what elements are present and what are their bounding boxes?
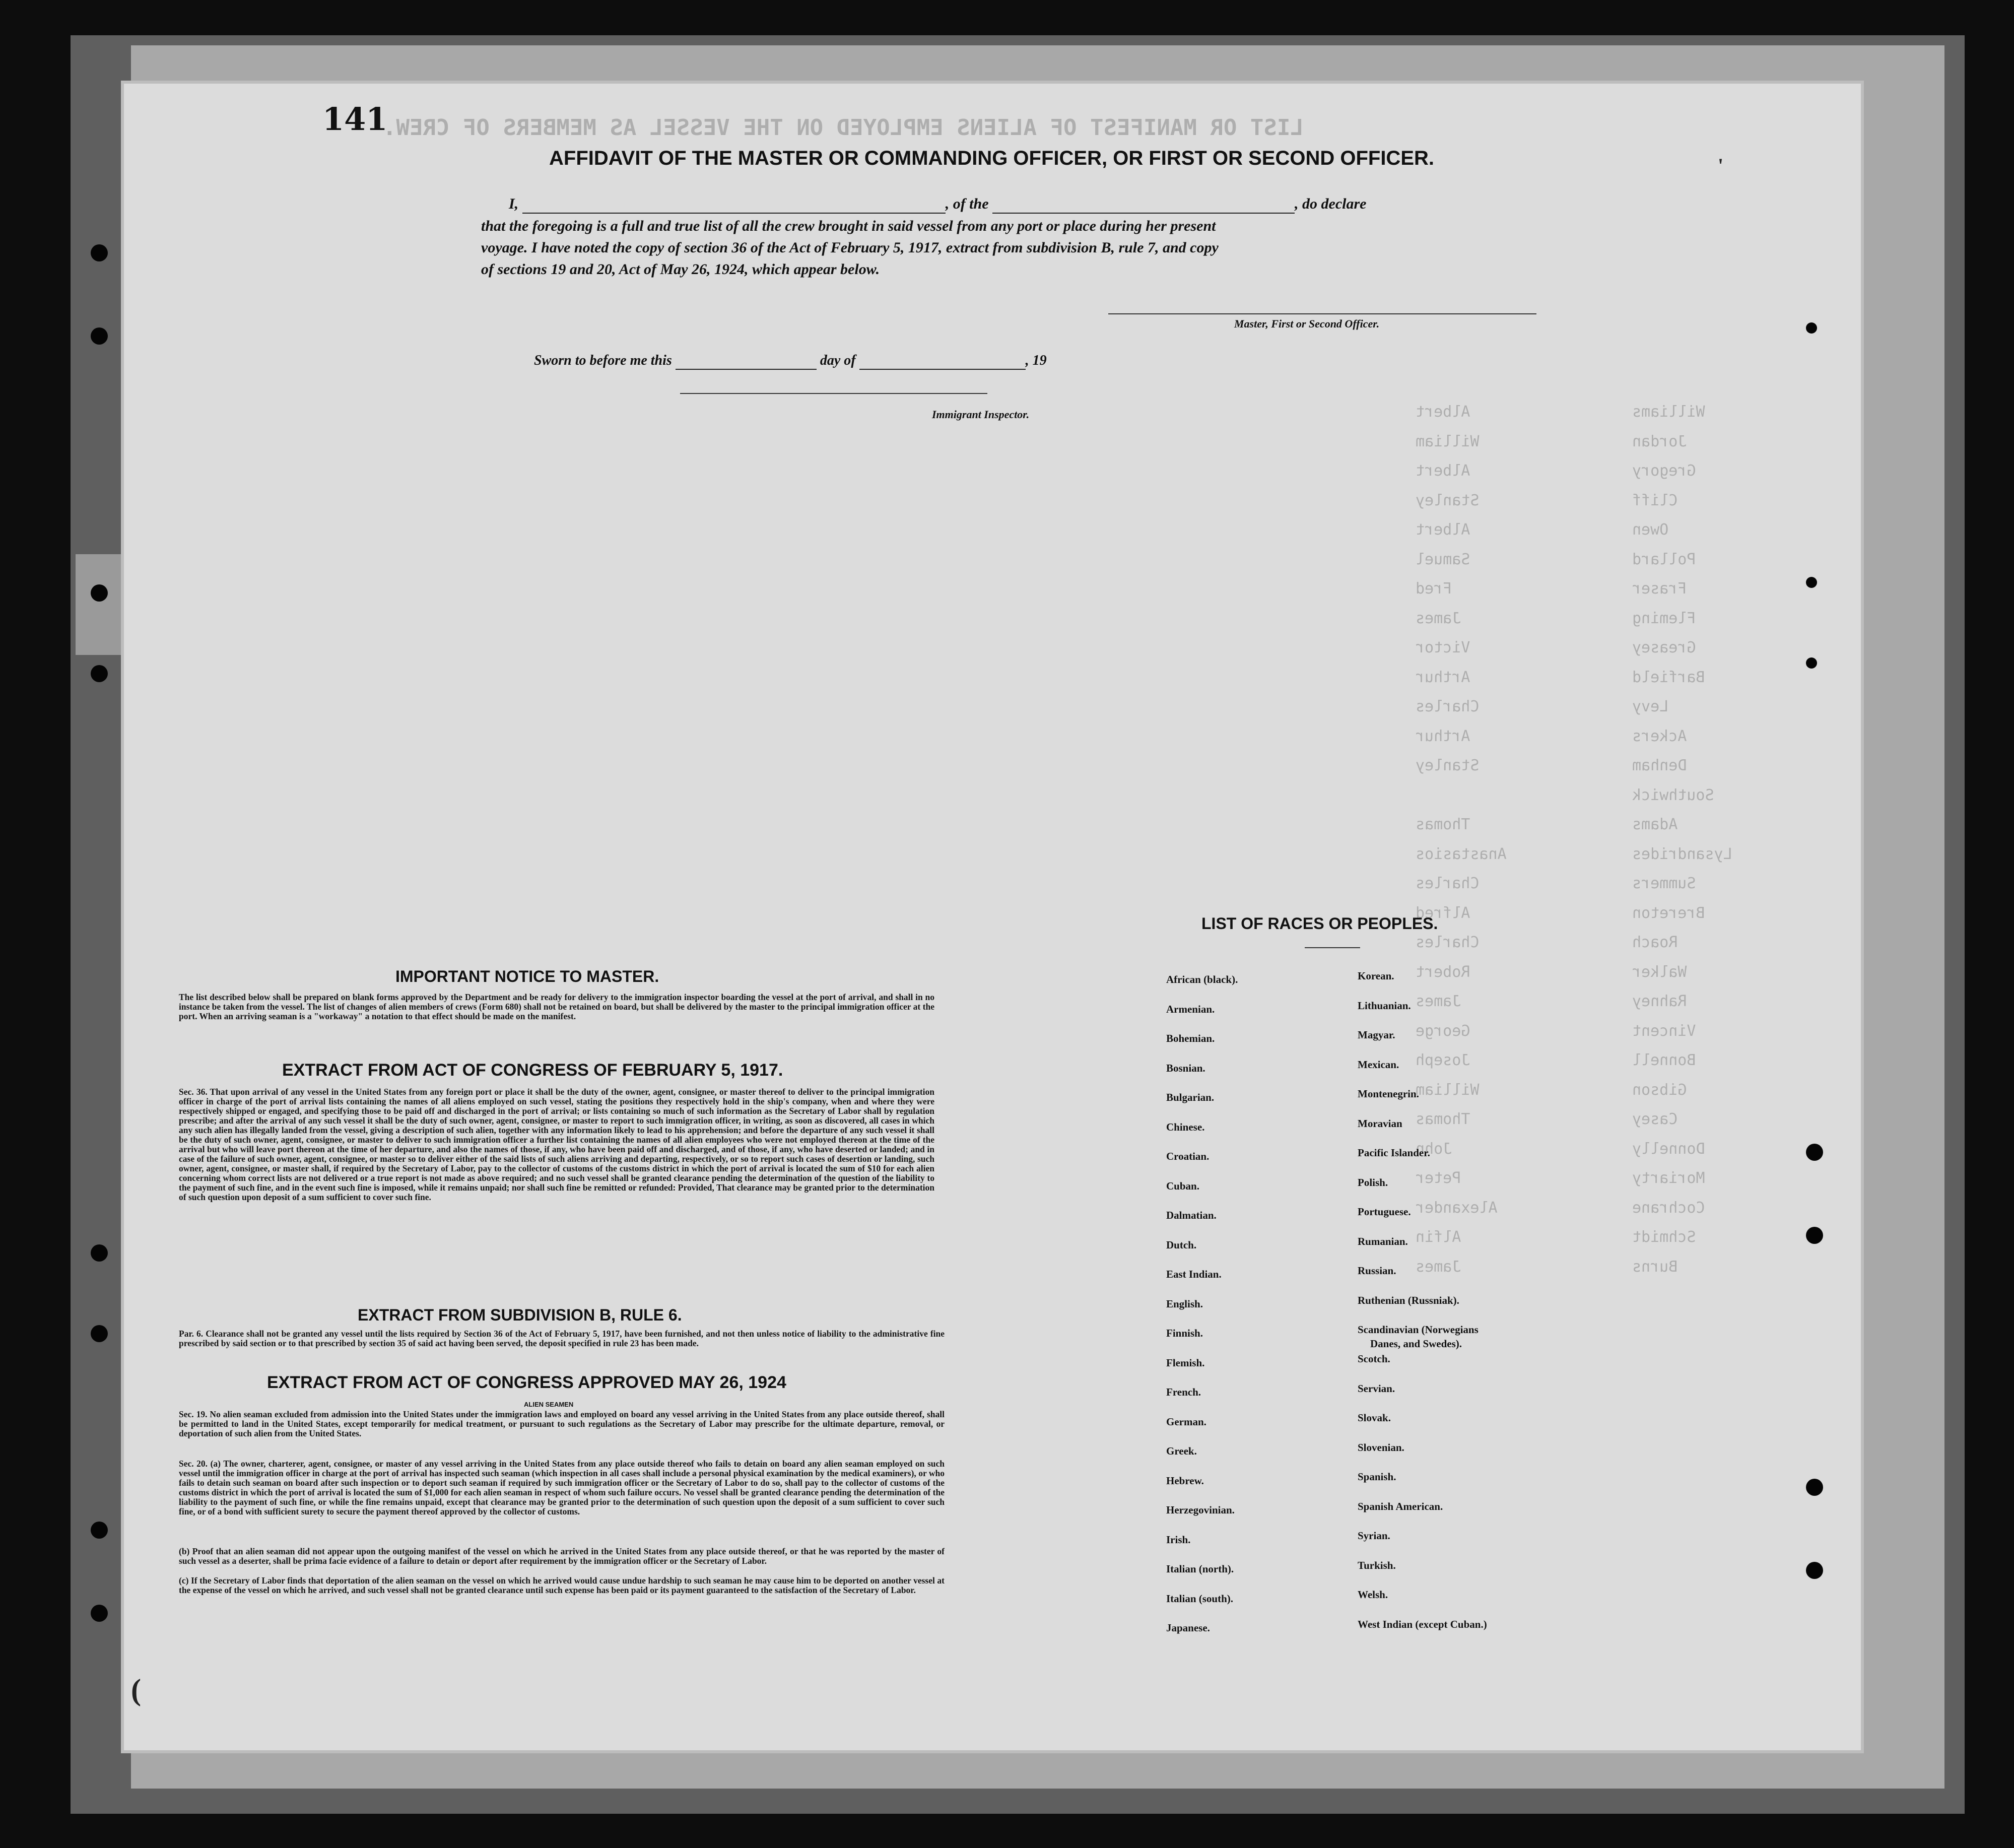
sec-20b-body: (b) Proof that an alien seaman did not appear upon the outgoing manifest of the vessel on which he arrived in the United States from any place outside thereof, or that he was reported by the master of such vessel as a deserter, shall be prima facie evidence of a failure to detain or deport after requirement by the immigration officer or the Secretary of Labor. [179,1546,945,1566]
race-item: Italian (north). [1166,1563,1234,1575]
bleed-through-surname: Levy [1632,698,1669,715]
bleed-through-surname: Brereton [1632,904,1705,922]
sec-19-body: Sec. 19. No alien seaman excluded from admission into the United States under the immigration laws and employed on board any vessel arriving in the United States from any place outside thereof, shall be permitted to land in the United States, except temporarily for medical treatment, or pursuant to such regulations as the Secretary of Labor may prescribe for the ultimate departure, removal, or deportation of such alien from the United States. [179,1409,945,1438]
extract-1917-title: EXTRACT FROM ACT OF CONGRESS OF FEBRUARY 5, 1917. [282,1061,783,1080]
bleed-through-surname: Cliff [1632,491,1678,509]
bleed-through-given-name: Charles [1416,698,1480,715]
sworn-month-blank[interactable] [859,353,1026,370]
race-item: Ruthenian (Russniak). [1358,1294,1459,1306]
master-signature-line[interactable] [1108,313,1536,314]
extract-1924-title: EXTRACT FROM ACT OF CONGRESS APPROVED MAY 26, 1924 [267,1373,786,1392]
binder-hole [91,665,108,682]
races-title: LIST OF RACES OR PEOPLES. [1201,914,1438,933]
binder-hole [1806,322,1817,334]
bleed-through-given-name: Arthur [1416,668,1470,686]
sec-20a-body: Sec. 20. (a) The owner, charterer, agent, consignee, or master of any vessel arriving in the United States from any place outside thereof who fails to detain on board any alien seaman employed on such vessel until the immigration officer in charge at the port of arrival has inspected such seaman (which inspection in all cases shall include a personal physical examination by the medical examiners), or who fails to detain such seaman on board after such inspection or to deport such seaman if required by such immigration officer or the Secretary of Labor to do so, shall pay to the collector of customs of the customs district in which the port of arrival is located the sum of $1,000 for each alien seaman in respect of whom such failure occurs. No vessel shall be granted clearance pending the determination of the liability to the payment of such fine, or while the fine remains unpaid, except that clearance may be granted prior to the determination of such question upon the deposit of a sum sufficient to cover such fine, or of a bond with sufficient surety to secure the payment thereof approved by the collector of customs. [179,1459,945,1516]
race-item: Bulgarian. [1166,1091,1215,1103]
sec-20c-body: (c) If the Secretary of Labor finds that deportation of the alien seaman on the vessel on which he arrived would cause undue hardship to such seaman he may cause him to be deported on another vessel at the expense of the vessel on which he arrived, and such vessel shall not be granted clearance until such expense has been paid or its payment guaranteed to the satisfaction of the Secretary of Labor. [179,1575,945,1595]
sworn-day-blank[interactable] [676,353,817,370]
binder-hole [1806,657,1817,669]
bleed-through-surname: Ackers [1632,727,1687,745]
race-item: Hebrew. [1166,1474,1204,1487]
inspector-label: Immigrant Inspector. [932,408,1030,421]
race-item: Finnish. [1166,1327,1203,1339]
bleed-through-surname: Adams [1632,816,1678,833]
race-item: Greek. [1166,1445,1197,1457]
binder-hole [91,584,108,602]
race-item: Slovenian. [1358,1441,1404,1454]
binder-hole [91,1244,108,1262]
bleed-through-surname: Southwick [1632,786,1714,804]
races-title-rule [1305,947,1360,948]
bleed-through-given-name: Robert [1416,963,1470,981]
race-item: West Indian (except Cuban.) [1358,1618,1487,1630]
binder-hole [1806,1227,1823,1244]
affidavit-line-1 [509,195,1366,214]
bleed-through-surname: Lysandrides [1632,845,1732,863]
race-item: Danes, and Swedes). [1370,1338,1462,1350]
race-item: French. [1166,1386,1201,1398]
race-item: Russian. [1358,1265,1396,1277]
bleed-through-given-name: Arthur [1416,727,1470,745]
master-label: Master, First or Second Officer. [1234,317,1380,330]
race-item: Magyar. [1358,1029,1395,1041]
bleed-through-surname: Fleming [1632,609,1696,627]
bleed-through-given-name: Albert [1416,462,1470,480]
bleed-through-surname: Vincent [1632,1022,1696,1040]
race-item: Korean. [1358,970,1394,982]
bleed-through-surname: Cochrane [1632,1199,1705,1217]
bleed-through-given-name: Joseph [1416,1051,1470,1069]
sworn-year-label: , 19 [1025,353,1047,368]
binder-hole [1806,1144,1823,1161]
bleed-through-given-name: William [1416,432,1480,450]
race-item: Armenian. [1166,1003,1215,1015]
declarant-name-blank[interactable] [522,195,946,214]
bleed-through-surname: Gregory [1632,462,1696,480]
bleed-through-surname: Gibson [1632,1081,1687,1099]
binder-hole [1806,577,1817,588]
binder-hole [1806,1479,1823,1496]
affidavit-line-3: voyage. I have noted the copy of section 36 of the Act of February 5, 1917, extract from subdivision B, rule 7, and copy [481,239,1219,256]
notice-body: The list described below shall be prepared on blank forms approved by the Department and be ready for delivery to the immigration inspector boarding the vessel at the port of arrival, and shall in no instance be taken from the vessel. The list of changes of alien members of crews (Form 680) shall not be retained on board, but shall be delivered by the master to the principal immigration officer at the port. When an arriving seaman is a "workaway" a notation to that effect should be made on the manifest. [179,992,934,1021]
bleed-through-given-name: Charles [1416,875,1480,892]
bleed-through-surname: Burns [1632,1258,1678,1276]
race-item: Herzegovinian. [1166,1504,1235,1516]
race-item: Spanish. [1358,1471,1396,1483]
race-item: Scandinavian (Norwegians [1358,1324,1479,1336]
vessel-name-blank[interactable] [992,195,1295,214]
extract-rule-title: EXTRACT FROM SUBDIVISION B, RULE 6. [358,1306,682,1324]
sworn-day-label: day of [820,353,856,368]
bleed-through-surname: Moriarty [1632,1169,1705,1187]
bleed-through-surname: Bonnell [1632,1051,1696,1069]
bleed-through-given-name: Anastasios [1416,845,1507,863]
race-item: Bohemian. [1166,1032,1215,1044]
binder-hole [91,327,108,345]
extract-1917-body: Sec. 36. That upon arrival of any vessel in the United States from any foreign port or place it shall be the duty of the owner, agent, consignee, or master thereof to deliver to the principal immigration officer in charge of the port of arrival lists containing the names of all aliens employed on such vessel, stating the positions they respectively hold in the ship's company, when and where they were respectively shipped or engaged, and specifying those to be paid off and discharged in the port of arrival; or lists containing so much of such information as the Secretary of Labor shall by regulation prescribe; and after the arrival of any such vessel it shall be the duty of such owner, agent, consignee, or master to report to such immigration officer, in writing, as soon as discovered, all cases in which any such alien has illegally landed from the vessel, giving a description of such alien, together with any information likely to lead to his apprehension; and before the departure of any such vessel it shall be the duty of such owner, agent, consignee, or master to deliver to such immigration officer a further list containing the names of all alien employees who were not employed thereon at the time of the arrival but who will leave port thereon at the time of her departure, and also the names of those, if any, who have been paid off and discharged, and of those, if any, who have deserted or landed; and in case of the failure of such owner, agent, consignee, or master so to deliver either of the said lists of such aliens arriving and departing, respectively, or so to report such cases of desertion or landing, such owner, agent, consignee, or master shall, if required by the Secretary of Labor, pay to the collector of customs of the customs district in which the port of arrival is located the sum of $10 for each alien concerning whom correct lists are not delivered or a true report is not made as above required; and no such vessel shall be granted clearance pending the determination of the question of the liability to the payment of such fine, and in the event such fine is imposed, while it remains unpaid; nor shall such fine be remitted or refunded: Provided, That clearance may be granted prior to the determination of such question upon deposit of a sum sufficient to cover such fine. [179,1087,934,1202]
affidavit-line-4: of sections 19 and 20, Act of May 26, 1924, which appear below. [481,261,880,278]
bleed-through-surname: Fraser [1632,580,1687,598]
race-item: English. [1166,1297,1203,1310]
bleed-through-given-name: Albert [1416,403,1470,421]
binder-hole [91,1605,108,1622]
ink-mark: ' [1718,154,1724,177]
affidavit-line-2: that the foregoing is a full and true list of all the crew brought in said vessel from any port or place during her present [481,218,1216,234]
bleed-through-surname: Owen [1632,521,1669,539]
bleed-through-given-name: Fred [1416,580,1452,598]
race-item: Cuban. [1166,1179,1199,1192]
bleed-through-given-name: Samuel [1416,550,1470,568]
bleed-through-surname: Williams [1632,403,1705,421]
bleed-through-given-name: James [1416,993,1461,1010]
bleed-through-given-name: Peter [1416,1169,1461,1187]
binder-hole [91,1522,108,1539]
bleed-through-surname: Roach [1632,934,1678,951]
bleed-through-surname: Greasey [1632,639,1696,656]
race-item: Bosnian. [1166,1062,1205,1074]
sworn-prefix: Sworn to before me this [534,353,672,368]
race-item: East Indian. [1166,1268,1222,1280]
race-item: Moravian [1358,1117,1402,1130]
bleed-through-surname: Denham [1632,757,1687,774]
bleed-through-given-name: Victor [1416,639,1470,656]
bleed-through-given-name: James [1416,609,1461,627]
binder-hole [91,1325,108,1342]
bleed-through-header: LIST OR MANIFEST OF ALIENS EMPLOYED ON THE VESSEL AS MEMBERS OF CREW. [383,115,1304,141]
race-item: Italian (south). [1166,1592,1234,1605]
bleed-through-surname: Donnelly [1632,1140,1705,1158]
sworn-line [534,353,1047,370]
bleed-through-surname: Barfield [1632,668,1705,686]
race-item: Irish. [1166,1533,1191,1546]
race-item: Servian. [1358,1382,1395,1395]
race-item: Lithuanian. [1358,999,1411,1012]
race-item: Syrian. [1358,1530,1390,1542]
race-item: Japanese. [1166,1622,1210,1634]
race-item: Rumanian. [1358,1235,1408,1247]
bleed-through-given-name: Stanley [1416,757,1480,774]
bleed-through-surname: Pollard [1632,550,1696,568]
bleed-through-given-name: James [1416,1258,1461,1276]
affidavit-title: AFFIDAVIT OF THE MASTER OR COMMANDING OFFICER, OR FIRST OR SECOND OFFICER. [549,147,1434,169]
declarant-prefix: I, [509,195,519,212]
race-item: Dalmatian. [1166,1209,1217,1221]
ink-mark: ( [131,1673,141,1706]
race-item: Scotch. [1358,1353,1390,1365]
bleed-through-surname: Casey [1632,1110,1678,1128]
bleed-through-given-name: Alfred [1416,904,1470,922]
bleed-through-given-name: Alexander [1416,1199,1498,1217]
race-item: Pacific Islander. [1358,1147,1430,1159]
race-item: Spanish American. [1358,1500,1443,1512]
race-item: African (black). [1166,973,1238,985]
bleed-through-given-name: John [1416,1140,1452,1158]
race-item: Portuguese. [1358,1206,1411,1218]
race-item: Turkish. [1358,1559,1396,1571]
folio-number: 141 [322,101,388,138]
bleed-through-given-name: Stanley [1416,491,1480,509]
inspector-signature-line[interactable] [680,393,987,394]
bleed-through-given-name: Alfin [1416,1228,1461,1246]
race-item: Slovak. [1358,1412,1391,1424]
race-item: Flemish. [1166,1356,1205,1369]
notice-title: IMPORTANT NOTICE TO MASTER. [395,967,659,985]
bleed-through-surname: Jordan [1632,432,1687,450]
extract-1924-subtitle: ALIEN SEAMEN [524,1401,574,1408]
bleed-through-given-name: Thomas [1416,816,1470,833]
race-item: German. [1166,1415,1206,1428]
bleed-through-given-name: Albert [1416,521,1470,539]
bleed-through-surname: Summers [1632,875,1696,892]
bleed-through-surname: Schmidt [1632,1228,1696,1246]
extract-rule-body: Par. 6. Clearance shall not be granted any vessel until the lists required by Section 36 of the Act of February 5, 1917, have been furnished, and not then unless notice of liability to the administrative fine prescribed by said section or to that prescribed by section 35 of said act having been served, the deposit specified in rule 23 has been made. [179,1329,945,1348]
binder-hole [1806,1562,1823,1579]
bleed-through-surname: Rahney [1632,993,1687,1010]
bleed-through-surname: Walker [1632,963,1687,981]
race-item: Chinese. [1166,1120,1205,1133]
binder-hole [91,244,108,261]
race-item: Montenegrin. [1358,1088,1419,1100]
bleed-through-given-name: George [1416,1022,1470,1040]
vessel-prefix: , of the [945,195,989,212]
bleed-through-given-name: Thomas [1416,1110,1470,1128]
race-item: Croatian. [1166,1150,1210,1162]
race-item: Welsh. [1358,1589,1388,1601]
bleed-through-given-name: William [1416,1081,1480,1099]
declare-suffix: , do declare [1295,195,1367,212]
race-item: Dutch. [1166,1238,1197,1251]
race-item: Polish. [1358,1176,1388,1189]
race-item: Mexican. [1358,1058,1399,1071]
bleed-through-given-name: Charles [1416,934,1480,951]
